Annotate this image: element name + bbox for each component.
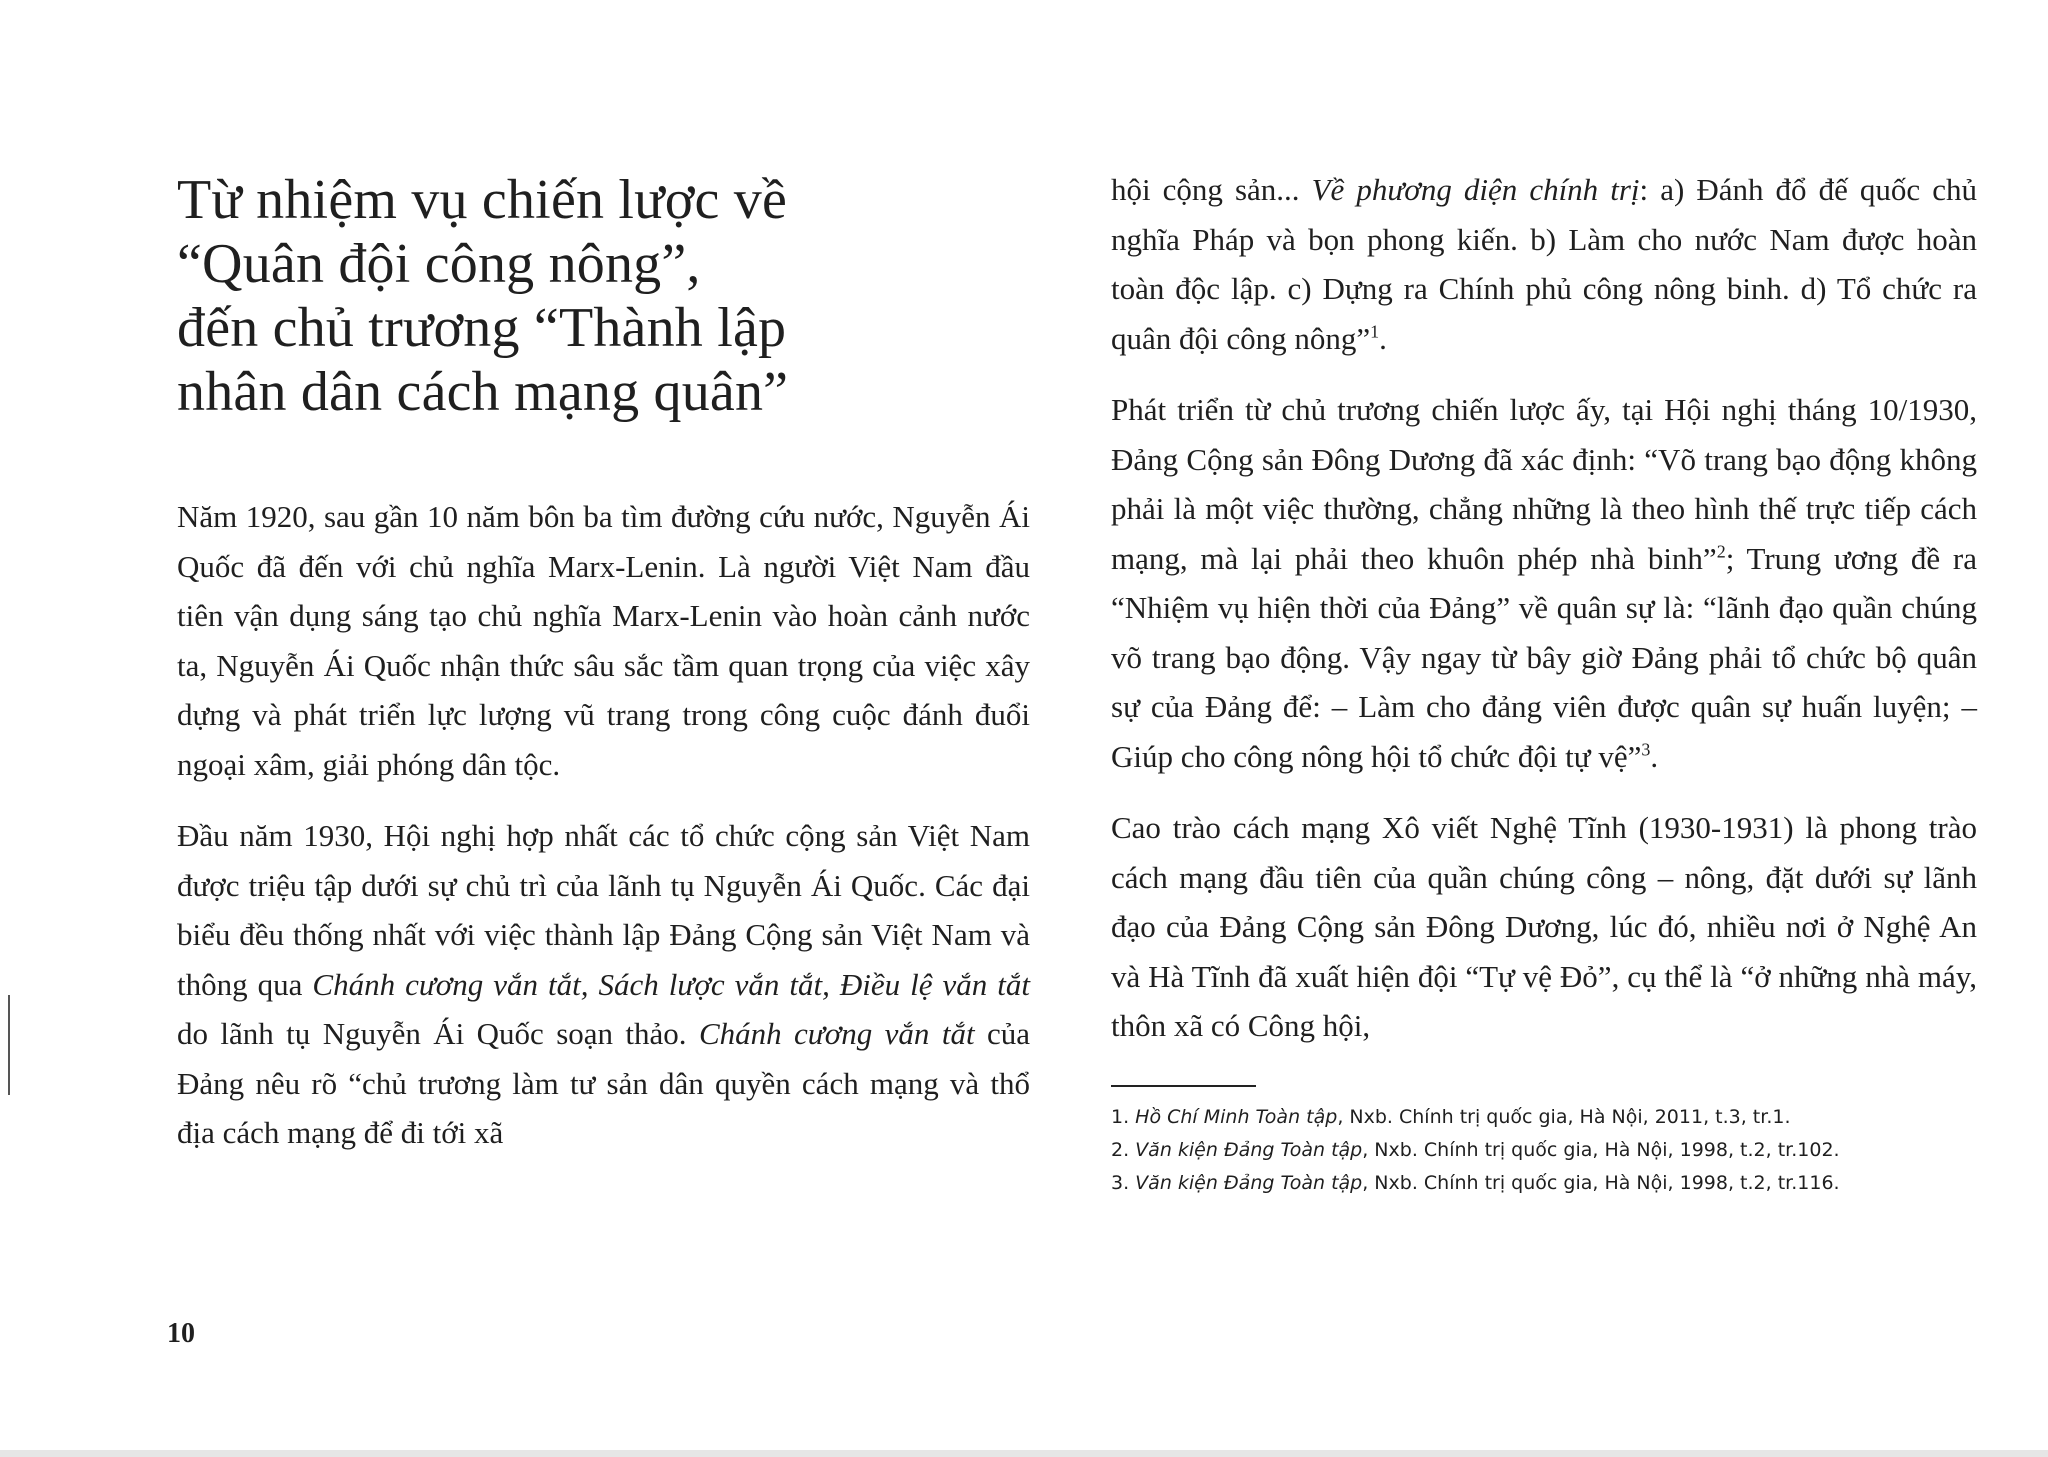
footnote-ref[interactable]: 1 — [1370, 321, 1380, 342]
italic-phrase: Về phương diện chính trị — [1311, 172, 1640, 207]
title-line: Từ nhiệm vụ chiến lược về — [177, 169, 788, 231]
footnote-item — [1111, 1101, 1977, 1134]
text-run: . — [1650, 738, 1659, 774]
text-run: của Đảng nêu rõ “chủ trương làm tư sản dân quyền cách mạng và thổ địa cách mạng để đi tới xã — [177, 1016, 1030, 1150]
body-paragraph — [177, 811, 1030, 1158]
text-run: do lãnh tụ Nguyễn Ái Quốc soạn thảo. — [177, 1016, 699, 1051]
footnote-item — [1111, 1167, 1977, 1200]
italic-document-titles: Chánh cương vắn tắt, Sách lược vắn tắt, Điều lệ vắn tắt — [312, 966, 1031, 1002]
footnote-details: , Nxb. Chính trị quốc gia, Hà Nội, 2011, t.3, tr.1. — [1337, 1105, 1791, 1128]
footnote-details: , Nxb. Chính trị quốc gia, Hà Nội, 1998, t.2, tr.102. — [1362, 1138, 1840, 1161]
title-line: đến chủ trương “Thành lập — [177, 297, 787, 359]
footnote-divider — [1111, 1085, 1256, 1087]
page-number: 10 — [167, 1318, 195, 1349]
text-run: Đầu năm 1930, Hội nghị hợp nhất các tổ chức cộng sản Việt Nam được triệu tập dưới sự chủ trì của lãnh tụ Nguyễn Ái Quốc. Các đại biểu đều thống nhất với việc thành lập Đảng Cộng sản Việt Nam và thông qua — [177, 818, 1030, 1002]
footnote-source: Văn kiện Đảng Toàn tập — [1135, 1171, 1363, 1194]
body-paragraph: Năm 1920, sau gần 10 năm bôn ba tìm đường cứu nước, Nguyễn Ái Quốc đã đến với chủ nghĩa Marx-Lenin. Là người Việt Nam đầu tiên vận dụng sáng tạo chủ nghĩa Marx-Lenin vào hoàn cảnh nước ta, Nguyễn Ái Quốc nhận thức sâu sắc tầm quan trọng của việc xây dựng và phát triển lực lượng vũ trang trong công cuộc đánh đuổi ngoại xâm, giải phóng dân tộc. — [177, 499, 1030, 782]
text-run: hội cộng sản... — [1111, 172, 1312, 207]
scan-bottom-edge — [0, 1450, 2048, 1457]
text-run: ; Trung ương đề ra “Nhiệm vụ hiện thời của Đảng” về quân sự là: “lãnh đạo quần chúng võ trang bạo động. Vậy ngay từ bây giờ Đảng phải tổ chức bộ quân sự của Đảng để: – Làm cho đảng viên được quân sự huấn luyện; – Giúp cho công nông hội tổ chức đội tự vệ” — [1111, 540, 1977, 774]
left-column — [177, 168, 1030, 1180]
text-run: : a) Đánh đổ đế quốc chủ nghĩa Pháp và bọn phong kiến. b) Làm cho nước Nam được hoàn toàn độc lập. c) Dựng ra Chính phủ công nông binh. d) Tổ chức ra quân đội công nông” — [1111, 172, 1978, 356]
italic-document-title: Chánh cương vắn tắt — [698, 1016, 975, 1051]
footnote-source: Văn kiện Đảng Toàn tập — [1135, 1138, 1363, 1161]
binding-edge-mark — [8, 995, 10, 1095]
text-run: . — [1379, 320, 1387, 356]
footnotes — [1111, 1101, 1977, 1200]
footnote-number: 3. — [1111, 1171, 1136, 1194]
section-title — [177, 168, 1030, 424]
footnote-ref[interactable]: 3 — [1641, 739, 1651, 760]
text-run: Phát triển từ chủ trương chiến lược ấy, tại Hội nghị tháng 10/1930, Đảng Cộng sản Đông Dương đã xác định: “Võ trang bạo động không phải là một việc thường, chẳng những là theo hình thế trực tiếp cách mạng, mà lại phải theo khuôn phép nhà binh” — [1111, 392, 1977, 576]
body-paragraph — [1111, 165, 1977, 363]
body-paragraph: Cao trào cách mạng Xô viết Nghệ Tĩnh (1930-1931) là phong trào cách mạng đầu tiên của quần chúng công – nông, đặt dưới sự lãnh đạo của Đảng Cộng sản Đông Dương, lúc đó, nhiều nơi ở Nghệ An và Hà Tĩnh đã xuất hiện đội “Tự vệ Đỏ”, cụ thể là “ở những nhà máy, thôn xã có Công hội, — [1111, 810, 1977, 1043]
footnote-ref[interactable]: 2 — [1716, 541, 1726, 562]
body-paragraph — [1111, 385, 1977, 781]
footnote-number: 2. — [1111, 1138, 1136, 1161]
footnote-number: 1. — [1111, 1105, 1136, 1128]
title-line: nhân dân cách mạng quân” — [177, 361, 789, 423]
right-column — [1111, 165, 1977, 1200]
title-line: “Quân đội công nông”, — [177, 233, 701, 295]
footnote-details: , Nxb. Chính trị quốc gia, Hà Nội, 1998, t.2, tr.116. — [1362, 1171, 1840, 1194]
footnote-source: Hồ Chí Minh Toàn tập — [1135, 1105, 1338, 1128]
footnote-item — [1111, 1134, 1977, 1167]
